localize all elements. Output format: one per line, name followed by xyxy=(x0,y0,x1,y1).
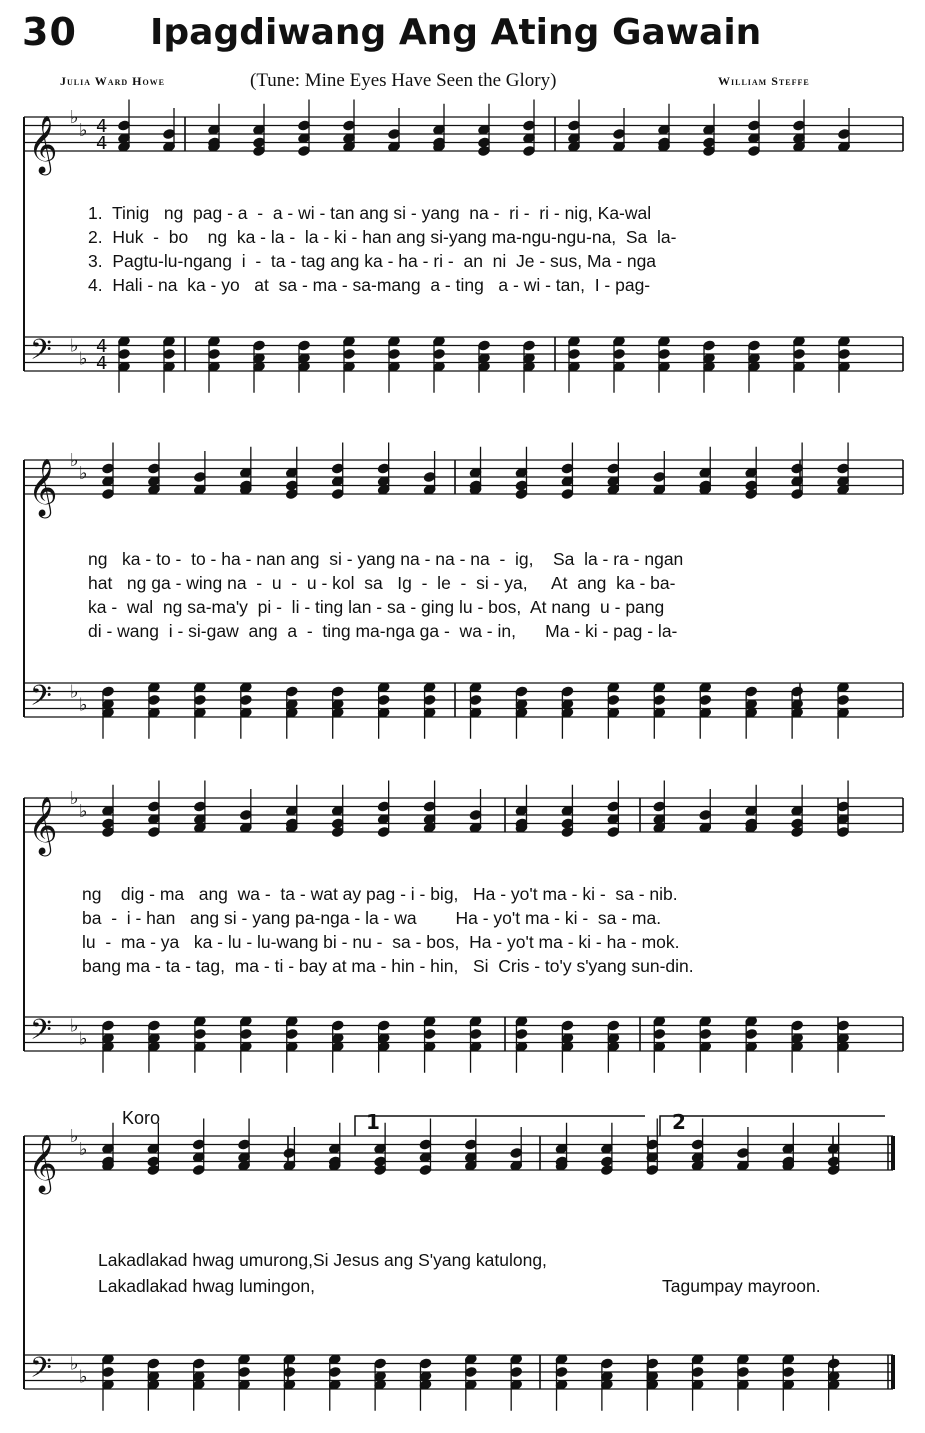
flat-sign: ♭ xyxy=(79,694,88,716)
chorus-lyric-line-2: Lakadlakad hwag lumingon, xyxy=(98,1276,315,1296)
lyric-line-s1-v2: 2. Huk - bo ng ka - la - la - ki - han ang si-yang ma-ngu-ngu-na, Sa la- xyxy=(88,227,677,247)
lyric-line-s1-v4: 4. Hali - na ka - yo at sa - ma - sa-mang a - ting a - wi - tan, I - pag- xyxy=(88,275,651,295)
notehead xyxy=(118,120,130,131)
flat-sign: ♭ xyxy=(70,450,79,471)
notehead xyxy=(703,340,715,351)
flat-sign: ♭ xyxy=(70,1015,79,1037)
notehead xyxy=(791,463,803,474)
flat-sign: ♭ xyxy=(70,1353,79,1375)
notehead xyxy=(374,1165,386,1176)
flat-sign: ♭ xyxy=(70,681,79,703)
notehead xyxy=(782,1367,794,1378)
notehead xyxy=(286,1029,298,1040)
notehead xyxy=(691,1139,703,1150)
flat-sign: ♭ xyxy=(79,119,88,141)
notehead xyxy=(523,120,535,131)
notehead xyxy=(147,1156,159,1167)
flat-sign: ♭ xyxy=(70,335,79,357)
notehead xyxy=(329,1367,341,1378)
time-signature: 4 xyxy=(96,353,108,374)
notehead xyxy=(523,146,535,157)
notehead xyxy=(613,349,625,360)
chorus-lyric-line-1: Lakadlakad hwag umurong,Si Jesus ang S'yang katulong, xyxy=(98,1250,547,1270)
notehead xyxy=(515,1029,527,1040)
notehead xyxy=(748,146,760,157)
notehead xyxy=(601,1156,613,1167)
flat-sign: ♭ xyxy=(70,1126,79,1147)
notehead xyxy=(253,340,265,351)
notehead xyxy=(607,801,619,812)
treble-clef: 𝄞 xyxy=(28,458,58,516)
notehead xyxy=(658,349,670,360)
notehead xyxy=(423,695,435,706)
notehead xyxy=(298,146,310,157)
notehead xyxy=(283,1367,295,1378)
notehead xyxy=(194,472,206,483)
lyric-line-s2-v2: hat ng ga - wing na - u - u - kol sa Ig - le - si - ya, At ang ka - ba- xyxy=(88,573,676,593)
notehead xyxy=(118,349,130,360)
bass-clef: 𝄢 xyxy=(30,1351,52,1392)
lyric-line-s1-v1: 1. Tinig ng pag - a - a - wi - tan ang si - yang na - ri - ri - nig, Ka-wal xyxy=(88,203,652,223)
notehead xyxy=(298,340,310,351)
notehead xyxy=(102,1367,114,1378)
notehead xyxy=(193,1358,205,1369)
notehead xyxy=(102,827,114,838)
bass-clef: 𝄢 xyxy=(30,333,52,374)
bass-clef: 𝄢 xyxy=(30,1013,52,1054)
notehead xyxy=(691,1367,703,1378)
notehead xyxy=(102,1020,114,1031)
lyric-line-s2-v1: ng ka - to - to - ha - nan ang si - yang na - na - na - ig, Sa la - ra - ngan xyxy=(88,549,684,569)
chorus-label: Koro xyxy=(122,1108,161,1128)
notehead xyxy=(253,137,265,148)
notehead xyxy=(561,818,573,829)
notehead xyxy=(286,686,298,697)
lyric-line-s3-v4: bang ma - ta - tag, ma - ti - bay at ma - hin - hin, Si Cris - to'y s'yang sun-din. xyxy=(82,956,694,976)
composer-credit: William Steffe xyxy=(718,74,810,88)
notehead xyxy=(745,489,757,500)
notehead xyxy=(148,695,160,706)
notehead xyxy=(423,1029,435,1040)
lyricist-credit: Julia Ward Howe xyxy=(60,74,166,88)
notehead xyxy=(343,120,355,131)
treble-clef: 𝄞 xyxy=(28,115,58,173)
notehead xyxy=(561,827,573,838)
notehead xyxy=(515,489,527,500)
notehead xyxy=(419,1165,431,1176)
notehead xyxy=(148,801,160,812)
notehead xyxy=(332,686,344,697)
notehead xyxy=(478,146,490,157)
notehead xyxy=(193,1165,205,1176)
second-ending-label: 2 xyxy=(672,1110,686,1134)
first-ending-bracket xyxy=(355,1116,645,1136)
notehead xyxy=(332,463,344,474)
notehead xyxy=(561,686,573,697)
chorus-lyric-line-3: Tagumpay mayroon. xyxy=(662,1276,821,1296)
hymn-title: Ipagdiwang Ang Ating Gawain xyxy=(150,12,762,53)
notehead xyxy=(102,463,114,474)
notehead xyxy=(419,1358,431,1369)
notehead xyxy=(791,818,803,829)
notehead xyxy=(699,695,711,706)
notehead xyxy=(286,480,298,491)
notehead xyxy=(837,463,849,474)
notehead xyxy=(745,480,757,491)
time-signature: 4 xyxy=(96,133,108,154)
notehead xyxy=(827,1358,839,1369)
notehead xyxy=(377,827,389,838)
notehead xyxy=(240,695,252,706)
notehead xyxy=(193,1139,205,1150)
notehead xyxy=(745,686,757,697)
notehead xyxy=(555,1367,567,1378)
notehead xyxy=(478,137,490,148)
notehead xyxy=(102,686,114,697)
notehead xyxy=(515,686,527,697)
notehead xyxy=(419,1139,431,1150)
lyric-line-s3-v3: lu - ma - ya ka - lu - lu-wang bi - nu - sa - bos, Ha - yo't ma - ki - ha - mok. xyxy=(82,932,680,952)
lyric-line-s2-v3: ka - wal ng sa-ma'y pi - li - ting lan - sa - ging lu - bos, At nang u - pang xyxy=(88,597,665,617)
flat-sign: ♭ xyxy=(79,462,88,484)
notehead xyxy=(737,1367,749,1378)
first-ending-label: 1 xyxy=(366,1110,380,1134)
flat-sign: ♭ xyxy=(70,107,79,128)
notehead xyxy=(561,463,573,474)
second-ending-bracket xyxy=(660,1116,885,1136)
notehead xyxy=(607,463,619,474)
notehead xyxy=(240,810,252,821)
notehead xyxy=(748,120,760,131)
notehead xyxy=(653,472,665,483)
notehead xyxy=(613,129,625,140)
flat-sign: ♭ xyxy=(79,1138,88,1160)
notehead xyxy=(102,489,114,500)
notehead xyxy=(607,695,619,706)
notehead xyxy=(147,1165,159,1176)
notehead xyxy=(423,472,435,483)
notehead xyxy=(388,349,400,360)
notehead xyxy=(194,801,206,812)
notehead xyxy=(374,1358,386,1369)
tune-credit: (Tune: Mine Eyes Have Seen the Glory) xyxy=(250,70,557,91)
notehead xyxy=(568,120,580,131)
notehead xyxy=(374,1156,386,1167)
notehead xyxy=(194,1029,206,1040)
notehead xyxy=(748,340,760,351)
flat-sign: ♭ xyxy=(70,788,79,809)
notehead xyxy=(208,349,220,360)
notehead xyxy=(793,349,805,360)
notehead xyxy=(510,1367,522,1378)
notehead xyxy=(607,1020,619,1031)
notehead xyxy=(148,827,160,838)
notehead xyxy=(653,1029,665,1040)
notehead xyxy=(238,1367,250,1378)
lyric-line-s3-v2: ba - i - han ang si - yang pa-nga - la - wa Ha - yo't ma - ki - sa - ma. xyxy=(82,908,662,928)
notehead xyxy=(377,1020,389,1031)
notehead xyxy=(568,349,580,360)
hymn-number: 30 xyxy=(22,10,77,54)
flat-sign: ♭ xyxy=(79,348,88,370)
notehead xyxy=(601,1358,613,1369)
notehead xyxy=(298,120,310,131)
notehead xyxy=(377,463,389,474)
flat-sign: ♭ xyxy=(79,800,88,822)
notehead xyxy=(388,129,400,140)
notehead xyxy=(163,129,175,140)
notehead xyxy=(102,818,114,829)
notehead xyxy=(515,480,527,491)
notehead xyxy=(465,1367,477,1378)
lyric-line-s1-v3: 3. Pagtu-lu-ngang i - ta - tag ang ka - ha - ri - an ni Je - sus, Ma - nga xyxy=(88,251,657,271)
notehead xyxy=(791,686,803,697)
notehead xyxy=(253,146,265,157)
notehead xyxy=(465,1139,477,1150)
notehead xyxy=(433,349,445,360)
notehead xyxy=(377,801,389,812)
notehead xyxy=(343,349,355,360)
notehead xyxy=(163,349,175,360)
notehead xyxy=(699,1029,711,1040)
treble-clef: 𝄞 xyxy=(28,1134,58,1192)
notehead xyxy=(148,1020,160,1031)
notehead xyxy=(653,801,665,812)
notehead xyxy=(703,146,715,157)
notehead xyxy=(827,1165,839,1176)
notehead xyxy=(238,1139,250,1150)
notehead xyxy=(469,1029,481,1040)
treble-clef: 𝄞 xyxy=(28,796,58,854)
notehead xyxy=(837,695,849,706)
notehead xyxy=(286,489,298,500)
notehead xyxy=(607,827,619,838)
notehead xyxy=(699,810,711,821)
lyric-line-s2-v4: di - wang i - si-gaw ang a - ting ma-nga ga - wa - in, Ma - ki - pag - la- xyxy=(88,621,678,641)
notehead xyxy=(377,695,389,706)
notehead xyxy=(283,1148,295,1159)
notehead xyxy=(147,1358,159,1369)
notehead xyxy=(194,695,206,706)
notehead xyxy=(745,1029,757,1040)
notehead xyxy=(240,1029,252,1040)
notehead xyxy=(510,1148,522,1159)
notehead xyxy=(601,1165,613,1176)
notehead xyxy=(791,827,803,838)
notehead xyxy=(653,695,665,706)
notehead xyxy=(838,129,850,140)
time-signature: 4 xyxy=(96,336,108,357)
notehead xyxy=(703,137,715,148)
notehead xyxy=(838,349,850,360)
bass-clef: 𝄢 xyxy=(30,679,52,720)
notehead xyxy=(478,340,490,351)
notehead xyxy=(423,801,435,812)
notehead xyxy=(791,489,803,500)
notehead xyxy=(793,120,805,131)
time-signature: 4 xyxy=(96,116,108,137)
flat-sign: ♭ xyxy=(79,1028,88,1050)
notehead xyxy=(332,827,344,838)
notehead xyxy=(469,695,481,706)
notehead xyxy=(827,1156,839,1167)
notehead xyxy=(561,489,573,500)
notehead xyxy=(561,1020,573,1031)
notehead xyxy=(148,463,160,474)
notehead xyxy=(469,810,481,821)
notehead xyxy=(332,1020,344,1031)
flat-sign: ♭ xyxy=(79,1366,88,1388)
notehead xyxy=(332,818,344,829)
notehead xyxy=(523,340,535,351)
notehead xyxy=(737,1148,749,1159)
lyric-line-s3-v1: ng dig - ma ang wa - ta - wat ay pag - i - big, Ha - yo't ma - ki - sa - nib. xyxy=(82,884,678,904)
notehead xyxy=(791,1020,803,1031)
notehead xyxy=(332,489,344,500)
